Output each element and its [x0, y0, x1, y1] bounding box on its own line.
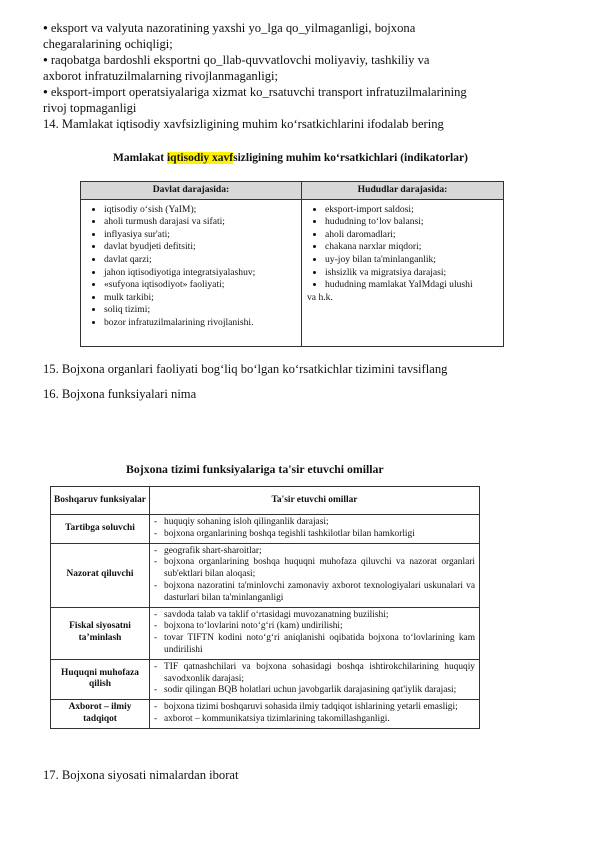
customs-factors-body — [51, 515, 480, 729]
function-label: Tartibga soluvchi — [51, 515, 150, 544]
indicator-item: • bozor infratuzilmalarining rivojlanishi. — [104, 317, 300, 330]
bullet-line-2: ● raqobatga bardoshli eksportni qo_llab-quvvatlovchi moliyaviy, tashkiliy va — [43, 53, 430, 69]
factor-item — [154, 581, 475, 605]
factor-item — [154, 702, 475, 714]
function-row — [51, 515, 480, 544]
indicator-item: • jahon iqtisodiyotiga integratsiyalashuv; — [104, 267, 300, 280]
bullet-line-1: ● eksport va valyuta nazoratining yaxshi yo_lga qo_yilmaganligi, bojxona — [43, 21, 415, 37]
dash-marker: - — [154, 702, 158, 713]
management-functions-header: Boshqaruv funksiyalar — [51, 487, 150, 515]
indicator-item: • inflyasiya sur'ati; — [104, 229, 300, 242]
factor-item — [154, 685, 475, 697]
factors-cell — [150, 515, 480, 544]
dash-marker: - — [154, 580, 158, 591]
indicator-item: • hududning mamlakat YaIMdagi ulushi — [325, 279, 502, 292]
indicators-figure — [80, 181, 504, 347]
function-label: Nazorat qiluvchi — [51, 543, 150, 607]
bullet-line-2-cont: axborot infratuzilmalarning rivojlanmaganligi; — [43, 69, 279, 83]
indicator-item: • uy-joy bilan ta'minlanganlik; — [325, 254, 502, 267]
customs-factors-table — [50, 486, 480, 729]
question-14: 14. Mamlakat iqtisodiy xavfsizligining muhim ko‘rsatkichlarini ifodalab bering — [43, 117, 444, 131]
state-level-header: Davlat darajasida: — [81, 182, 302, 200]
indicator-item: • mulk tarkibi; — [104, 292, 300, 305]
dash-marker: - — [154, 609, 158, 620]
factor-text: savdoda talab va taklif o‘rtasidagi muvozanatning buzilishi; — [164, 609, 389, 620]
factor-text: bojxona tizimi boshqaruvi sohasida ilmiy tadqiqot ishlarining yetarli emasligi; — [164, 702, 458, 713]
dash-marker: - — [154, 545, 158, 556]
factor-item — [154, 662, 475, 686]
indicator-item: • «sufyona iqtisodiyot» faoliyati; — [104, 279, 300, 292]
factor-text: bojxona organlarining boshqa huquqni muhofaza qiluvchi va nazorat organlari sub'ektlari bilan aloqasi; — [164, 557, 475, 580]
factor-item — [154, 621, 475, 633]
function-label: Huquqni muhofaza qilish — [51, 659, 150, 699]
factor-text: bojxona nazoratini ta'minlovchi zamonaviy axborot texnologiyalari uskunalari va dasturlari bilan ta'minlanganligi — [164, 580, 475, 603]
function-label: Axborot – ilmiy tadqiqot — [51, 700, 150, 729]
function-label: Fiskal siyosatni ta’minlash — [51, 607, 150, 659]
dash-marker: - — [154, 557, 158, 568]
factor-item — [154, 633, 475, 657]
bullet-line-3-cont: rivoj topmaganligi — [43, 101, 137, 115]
indicator-item: • ishsizlik va migratsiya darajasi; — [325, 267, 502, 280]
indicator-item: • aholi daromadlari; — [325, 229, 502, 242]
function-row — [51, 607, 480, 659]
factor-item — [154, 610, 475, 622]
factor-text: geografik shart-sharoitlar; — [164, 545, 262, 556]
dash-marker: - — [154, 633, 158, 644]
indicator-item: • eksport-import saldosi; — [325, 204, 502, 217]
factors-cell — [150, 607, 480, 659]
factor-text: huquqiy sohaning isloh qilinganlik darajasi; — [164, 517, 329, 527]
customs-factors-figure — [50, 486, 480, 729]
indicator-item: • hududning to‘lov balansi; — [325, 216, 502, 229]
question-16: 16. Bojxona funksiyalari nima — [43, 387, 197, 401]
dash-marker: - — [154, 685, 158, 696]
function-row — [51, 543, 480, 607]
dash-marker: - — [154, 517, 158, 527]
indicator-item: • iqtisodiy o‘sish (YaIM); — [104, 204, 300, 217]
state-level-list — [82, 204, 300, 330]
function-row — [51, 700, 480, 729]
dash-marker: - — [154, 621, 158, 632]
factor-item — [154, 546, 475, 558]
factor-text: TIF qatnashchilari va bojxona sohasidagi boshqa ishtirokchilarining huquqiy savodxonlik darajasi; — [164, 661, 475, 684]
factor-text: bojxona organlarining boshqa tegishli tashkilotlar bilan hamkorligi — [164, 528, 415, 539]
dash-marker: - — [154, 713, 158, 724]
factor-item — [154, 517, 475, 529]
state-level-cell — [81, 199, 302, 346]
factor-item — [154, 557, 475, 581]
indicator-item: • davlat qarzi; — [104, 254, 300, 267]
factor-item — [154, 714, 475, 726]
factors-cell — [150, 543, 480, 607]
indicator-item: • soliq tizimi; — [104, 304, 300, 317]
question-17: 17. Bojxona siyosati nimalardan iborat — [43, 768, 239, 782]
bullet-line-3: ● eksport-import operatsiyalariga xizmat ko_rsatuvchi transport infratuzilmalarining — [43, 85, 467, 101]
figure-1-title: Mamlakat iqtisodiy xavfsizligining muhim ko‘rsatkichlari (indikatorlar) — [113, 152, 468, 164]
influencing-factors-header: Ta'sir etuvchi omillar — [150, 487, 480, 515]
indicator-item: • aholi turmush darajasi va sifati; — [104, 216, 300, 229]
regional-extra-text: va h.k. — [307, 291, 333, 303]
factor-text: axborot – kommunikatsiya tizimlarining takomillashganligi. — [164, 713, 390, 724]
regional-level-cell — [302, 199, 504, 346]
regional-level-header: Hududlar darajasida: — [302, 182, 504, 200]
factors-cell — [150, 700, 480, 729]
indicator-item: • chakana narxlar miqdori; — [325, 241, 502, 254]
factor-text: tovar TIFTN kodini noto‘g‘ri aniqlanishi oqibatida bojxona to‘lovlarining kam undirilishi — [164, 633, 475, 655]
factors-cell — [150, 659, 480, 699]
indicators-table — [80, 181, 504, 347]
factor-text: bojxona to‘lovlarini noto‘g‘ri (kam) undirilishi; — [164, 621, 343, 632]
indicator-item: • davlat byudjeti defitsiti; — [104, 241, 300, 254]
factor-text: sodir qilingan BQB holatlari uchun javobgarlik darajasining qat'iylik darajasi; — [164, 685, 457, 696]
factor-item — [154, 529, 475, 541]
question-15: 15. Bojxona organlari faoliyati bog‘liq bo‘lgan ko‘rsatkichlar tizimini tavsiflang — [43, 362, 448, 376]
bullet-line-1-cont: chegaralarining ochiqligi; — [43, 37, 173, 51]
figure-2-title: Bojxona tizimi funksiyalariga ta'sir etuvchi omillar — [126, 462, 384, 476]
regional-level-list — [303, 204, 502, 292]
dash-marker: - — [154, 528, 158, 539]
function-row — [51, 659, 480, 699]
dash-marker: - — [154, 661, 158, 672]
